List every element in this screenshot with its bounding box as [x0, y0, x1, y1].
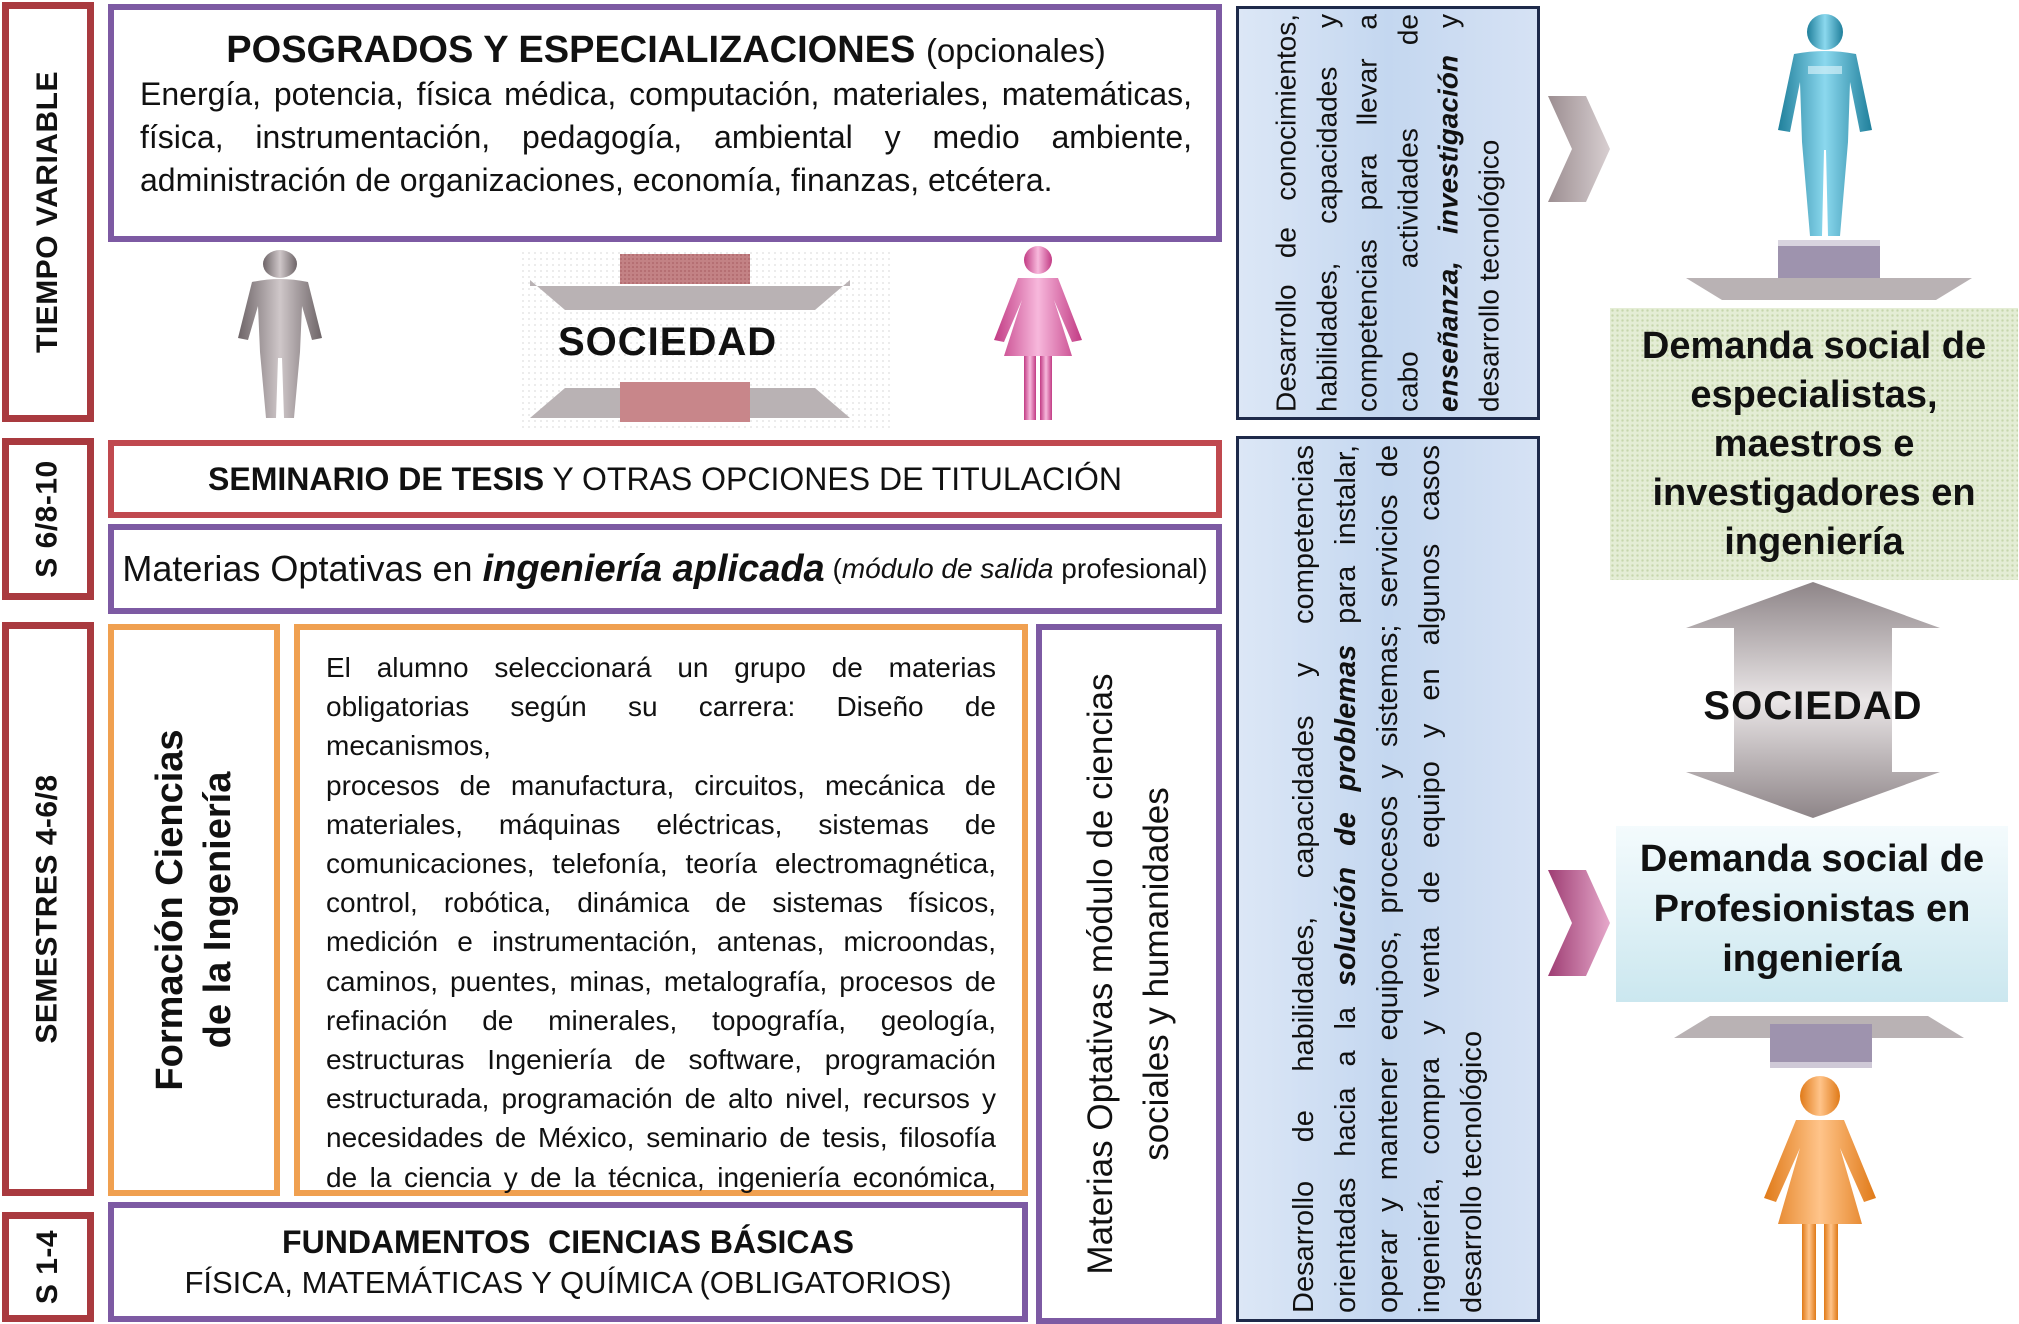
pedestal-bottom-icon — [1674, 1014, 1964, 1078]
posgrados-line1: Energía, potencia, física médica, computación, materiales, matemáticas, — [140, 76, 1192, 112]
tab-semestres-label: SEMESTRES 4-6/8 — [31, 774, 65, 1044]
person-female-orange-icon — [1758, 1074, 1882, 1324]
optativas-aplicada-box — [108, 524, 1222, 614]
demanda-especialistas-panel — [1610, 308, 2018, 580]
blue-bottom-l5: desarrollo tecnológico — [1456, 1030, 1488, 1313]
sociedad-right-label: SOCIEDAD — [1703, 684, 1923, 728]
person-male-gray-icon — [230, 248, 330, 424]
sociedad-left-label: SOCIEDAD — [558, 320, 778, 364]
alumno-line: control, robótica, dinámica de sistemas físicos, — [326, 887, 996, 919]
tab-s6 — [2, 438, 94, 600]
demanda-especialistas-line: maestros e — [1713, 423, 1915, 465]
sociedad-left-graphic — [520, 250, 890, 430]
blue-panel-top — [1236, 6, 1540, 420]
blue-bottom-l3: operar y mantener equipos, procesos y sistemas; servicios de — [1372, 445, 1404, 1313]
alumno-box — [294, 624, 1028, 1196]
posgrados-box — [108, 4, 1222, 242]
demanda-profesionistas-line: Demanda social de — [1639, 838, 1985, 880]
optativas-aplicada-paren: ( — [824, 553, 842, 584]
alumno-line: procesos de manufactura, circuitos, mecánica de — [326, 769, 996, 801]
posgrados-title: POSGRADOS Y ESPECIALIZACIONES — [226, 29, 916, 71]
posgrados-line3: administración de organizaciones, economía, finanzas, etcétera. — [140, 162, 1053, 198]
pedestal-top-icon — [1686, 238, 1972, 302]
formacion-box — [108, 624, 280, 1196]
tab-s1-label: S 1-4 — [31, 1229, 64, 1305]
person-blue-icon — [1770, 10, 1880, 240]
optativas-aplicada-bold: ingeniería aplicada — [482, 547, 825, 590]
blue-bottom-l1: Desarrollo de habilidades, capacidades y competencias — [1288, 445, 1320, 1313]
demanda-especialistas-line: especialistas, — [1690, 374, 1938, 416]
fundamentos-box — [108, 1202, 1028, 1322]
blue-top-l1: Desarrollo de conocimientos, — [1270, 14, 1302, 412]
posgrados-line2: física, instrumentación, pedagogía, ambiental y medio ambiente, — [140, 119, 1192, 155]
seminario-box — [108, 440, 1222, 518]
blue-panel-bottom — [1236, 436, 1540, 1322]
demanda-profesionistas-line: ingeniería — [1722, 938, 1902, 980]
alumno-line: comunicaciones, telefonía, teoría electromagnética, — [326, 848, 996, 880]
demanda-especialistas-line: ingeniería — [1724, 521, 1904, 563]
alumno-line: refinación de minerales, topografía, geología, — [326, 1004, 996, 1036]
blue-top-l5b: y — [1432, 13, 1464, 56]
alumno-line: estructuras Ingeniería de software, programación — [326, 1044, 996, 1076]
formacion-line1: Formación Ciencias — [149, 729, 191, 1091]
alumno-line: materiales, máquinas eléctricas, sistemas de — [326, 808, 996, 840]
alumno-line: necesidades de México, seminario de tesis, filosofía — [326, 1122, 996, 1154]
alumno-line: El alumno seleccionará un grupo de materias — [326, 652, 996, 683]
tab-semestres — [2, 622, 94, 1196]
demanda-especialistas-line: Demanda social de — [1641, 325, 1987, 367]
blue-top-l2: habilidades, capacidades y — [1311, 14, 1342, 412]
fundamentos-title: FUNDAMENTOS CIENCIAS BÁSICAS — [282, 1224, 854, 1260]
demanda-especialistas-line: investigadores en — [1652, 472, 1976, 514]
alumno-line: caminos, puentes, minas, metalografía, procesos de — [326, 965, 996, 997]
person-female-pink-icon — [988, 244, 1088, 424]
alumno-line: medición e instrumentación, antenas, microondas, — [326, 926, 996, 958]
seminario-rest: Y OTRAS OPCIONES DE TITULACIÓN — [544, 460, 1122, 497]
chevron-right-gray-icon — [1548, 96, 1610, 202]
alumno-line: de la ciencia y de la técnica, ingeniería económica, — [326, 1161, 996, 1193]
tab-s6-label: S 6/8-10 — [31, 460, 65, 578]
alumno-line: obligatorias según su carrera: Diseño de mecanismos, — [326, 691, 996, 762]
blue-bottom-l4: ingeniería, compra y venta de equipo y en algunos casos — [1414, 445, 1446, 1313]
blue-bottom-l2b: solución de problemas — [1330, 644, 1362, 987]
formacion-line2: de la Ingeniería — [197, 771, 239, 1049]
tab-tiempo-variable — [2, 2, 94, 422]
tab-tiempo-variable-label: TIEMPO VARIABLE — [31, 71, 65, 353]
seminario-bold: SEMINARIO DE TESIS — [208, 460, 545, 497]
demanda-profesionistas-line: Profesionistas en — [1653, 888, 1971, 930]
blue-top-l6: desarrollo tecnológico — [1473, 139, 1504, 412]
optativas-sociales-box — [1036, 624, 1222, 1324]
blue-top-l4: cabo actividades de — [1392, 14, 1423, 412]
tab-s1 — [2, 1212, 94, 1322]
chevron-right-pink-icon — [1548, 870, 1610, 976]
alumno-line: estructurada, programación de alto nivel, recursos y — [326, 1083, 996, 1115]
posgrados-note: (opcionales) — [925, 32, 1106, 69]
fundamentos-subtitle: FÍSICA, MATEMÁTICAS Y QUÍMICA (OBLIGATORIOS) — [184, 1265, 952, 1300]
optativas-sociales-line1: Materias Optativas módulo de ciencias — [1081, 673, 1120, 1275]
optativas-aplicada-italic: módulo de salida — [841, 553, 1054, 584]
optativas-sociales-line2: sociales y humanidades — [1137, 787, 1176, 1161]
optativas-aplicada-pre: Materias Optativas en — [122, 548, 483, 589]
blue-bottom-l2a: orientadas hacia a la — [1330, 986, 1362, 1313]
blue-top-l3: competencias para llevar a — [1351, 14, 1383, 412]
double-arrow-vertical-icon — [1686, 582, 1940, 818]
optativas-aplicada-rest: profesional) — [1053, 553, 1208, 584]
blue-top-l5a: enseñanza, investigación — [1432, 55, 1464, 412]
blue-bottom-l2c: para instalar, — [1330, 444, 1362, 645]
demanda-profesionistas-panel — [1616, 826, 2008, 1002]
